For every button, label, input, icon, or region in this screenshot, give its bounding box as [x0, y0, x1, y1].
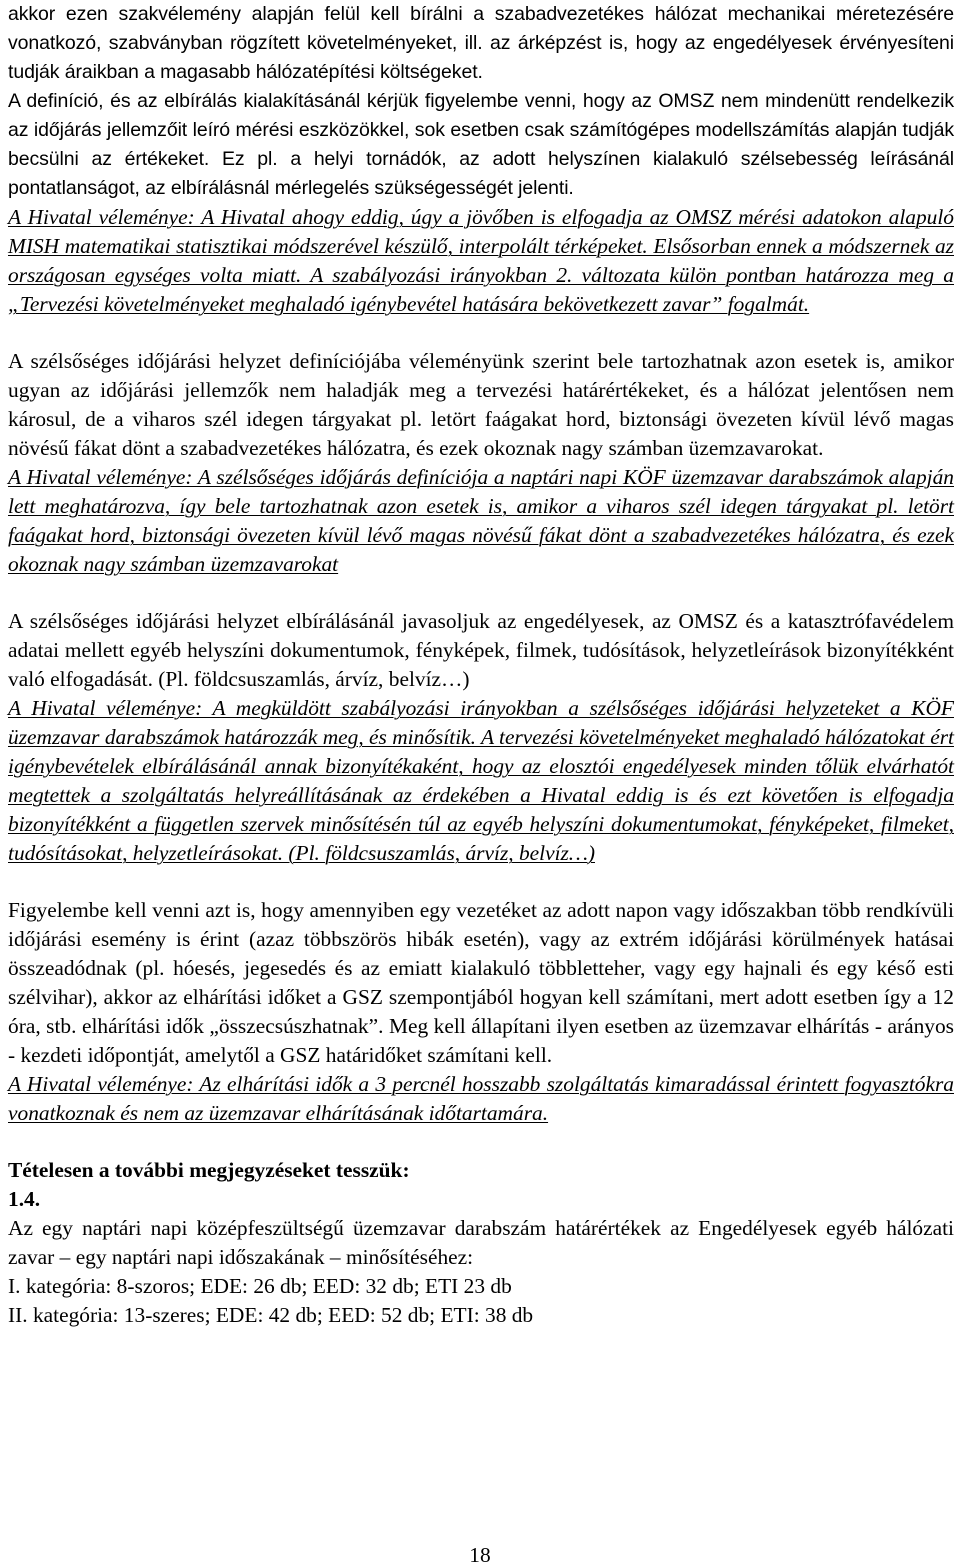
paragraph-multiple-events: Figyelembe kell venni azt is, hogy amennyiben egy vezetéket az adott napon vagy időszakban több rendkívüli időjárási esemény is érint (azaz többszörös hibák esetén), vagy az extrém időjárási körülmények hatásai összeadódnak (pl. hóesés, jegesedés és az emiatt kialakuló többletteher, vagy egy hajnali és egy késő esti szélvihar), akkor az elhárítási időket a GSZ szempontjából hogyan kell számítani, mert adott esetben így a 12 óra, stb. elhárítási idők „összecsúszhatnak”. Meg kell állapítani ilyen esetben az üzemzavar elhárítás - arányos - kezdeti időpontját, amelytől a GSZ határidőket számítani kell. [8, 898, 954, 1067]
section-heading: Tételesen a további megjegyzéseket tesszük: [8, 1158, 410, 1182]
document-page [8, 0, 954, 1330]
paragraph-spacer [8, 579, 954, 607]
paragraph-extreme-weather: A szélsőséges időjárási helyzet definíciójába véleményünk szerint bele tartozhatnak azon esetek is, amikor ugyan az időjárási jellemzők nem haladják meg a tervezési határértékeket, és a hálózat jelentősen nem károsul, de a viharos szél idegen tárgyakat pl. letört faágakat hord, biztonsági övezeten kívül lévő magas növésű fákat dönt a szabadvezetékes hálózatra, és ezek okoznak nagy számban üzemzavarokat. [8, 349, 954, 460]
section-itemized-comments [8, 1156, 954, 1330]
office-opinion-mish: A Hivatal véleménye: A Hivatal ahogy eddig, úgy a jövőben is elfogadja az OMSZ mérési adatokon alapuló MISH matematikai statisztikai módszerével készülő, interpolált térképeket. Elsősorban ennek a módszernek az országosan egységes volta miatt. A szabályozási irányokban 2. változata külön pontban határozza meg a „Tervezési követelményeket meghaladó igénybevétel hatására bekövetkezett zavar” fogalmát. [8, 205, 954, 316]
office-opinion-restoration: A Hivatal véleménye: Az elhárítási idők a 3 percnél hosszabb szolgáltatás kimaradással érintett fogyasztókra vonatkoznak és nem az üzemzavar elhárításának időtartamára. [8, 1072, 954, 1125]
category-line: I. kategória: 8-szoros; EDE: 26 db; EED: 32 db; ETI 23 db [8, 1274, 512, 1298]
section-wind-standard [8, 0, 954, 319]
paragraph-thresholds: Az egy naptári napi középfeszültségű üzemzavar darabszám határértékek az Engedélyesek egyéb hálózati zavar – egy naptári napi időszakának – minősítéséhez: [8, 1216, 954, 1269]
paragraph-spacer [8, 1128, 954, 1156]
paragraph-evidence-proposal: A szélsőséges időjárási helyzet elbírálásánál javasoljuk az engedélyesek, az OMSZ és a katasztrófavédelem adatai mellett egyéb helyszíni dokumentumok, fényképek, filmek, tudósítások, helyzetleírások bizonyítékként való elfogadását. (Pl. földcsuszamlás, árvíz, belvíz…) [8, 609, 954, 691]
office-opinion-kof-definition: A Hivatal véleménye: A szélsőséges időjárás definíciója a naptári napi KÖF üzemzavar darabszámok alapján lett meghatározva, így bele tartozhatnak azon esetek is, amikor a viharos szél idegen tárgyakat pl. letört faágakat hord, biztonsági övezeten kívül lévő magas növésű fákat dönt a szabadvezetékes hálózatra, és ezek okoznak nagy számban üzemzavarokat [8, 465, 954, 576]
paragraph-spacer [8, 319, 954, 347]
office-opinion-evidence: A Hivatal véleménye: A megküldött szabályozási irányokban a szélsőséges időjárási helyzeteket a KÖF üzemzavar darabszámok határozzák meg, és minősítik. A tervezési követelményeket meghaladó hálózatokat ért igénybevételek elbírálásánál annak bizonyítékaként, hogy az elosztói engedélyesek minden tőlük elvárhatót megtettek a szolgáltatás helyreállításának az érdekében a Hivatal eddig is és ezt követően is elfogadja bizonyítékként a független szervek minősítésén túl az egyéb helyszíni dokumentumokat, fényképeket, filmeket, tudósításokat, helyzetleírásokat. (Pl. földcsuszamlás, árvíz, belvíz…) [8, 696, 954, 865]
item-number: 1.4. [8, 1187, 41, 1211]
category-line: II. kategória: 13-szeres; EDE: 42 db; EED: 52 db; ETI: 38 db [8, 1303, 534, 1327]
section-restoration-times [8, 896, 954, 1128]
section-extreme-weather-definition [8, 347, 954, 579]
paragraph-spacer [8, 868, 954, 896]
page-number: 18 [469, 1543, 491, 1567]
paragraph-standard-review: akkor ezen szakvélemény alapján felül kell bírálni a szabadvezetékes hálózat mechanikai méretezésére vonatkozó, szabványban rögzített követelményeket, ill. az árképzést is, hogy az engedélyesek érvényesíteni tudják áraikban a magasabb hálózatépítési költségeket. [8, 3, 954, 83]
section-evidence [8, 607, 954, 868]
paragraph-definition-request: A definíció, és az elbírálás kialakításánál kérjük figyelembe venni, hogy az OMSZ nem mindenütt rendelkezik az időjárás jellemzőit leíró mérési eszközökkel, sok esetben csak számítógépes modellszámítás alapján tudják becsülni az értékeket. Ez pl. a helyi tornádók, az adott helyszínen kialakuló szélsebesség leírásánál pontatlanságot, az elbírálásnál mérlegelés szükségességét jelenti. [8, 90, 954, 199]
